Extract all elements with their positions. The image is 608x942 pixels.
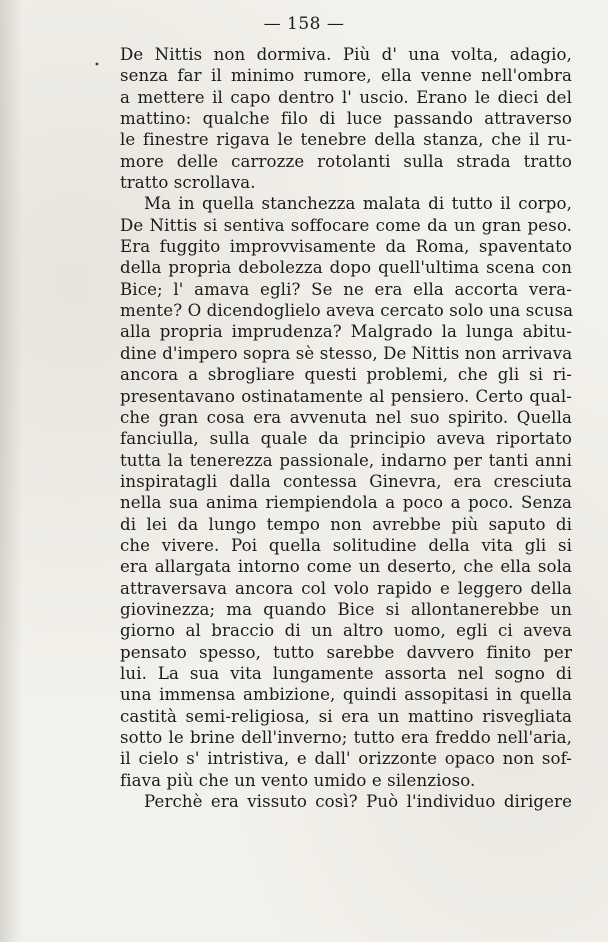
text-line: Perchè era vissuto così? Può l'individuo dirigere [144, 792, 572, 812]
text-line: a mettere il capo dentro l' uscio. Erano le dieci del [120, 87, 572, 107]
text-line: che vivere. Poi quella solitudine della vita gli si [120, 535, 572, 555]
text-line: Bice; l' amava egli? Se ne era ella accorta vera- [120, 279, 572, 299]
text-line: attraversava ancora col volo rapido e leggero della [120, 578, 572, 598]
text-line: castità semi-religiosa, si era un mattino risvegliata [120, 706, 572, 726]
text-line: lui. La sua vita lungamente assorta nel sogno di [120, 663, 572, 683]
text-line: presentavano ostinatamente al pensiero. Certo qual- [120, 386, 572, 406]
text-line: Ma in quella stanchezza malata di tutto il corpo, [144, 194, 572, 214]
text-line: una immensa ambizione, quindi assopitasi in quella [120, 685, 572, 705]
text-line: mattino: qualche filo di luce passando attraverso [120, 109, 572, 129]
text-line: De Nittis non dormiva. Più d' una volta, adagio, [120, 45, 572, 64]
text-line: della propria debolezza dopo quell'ultima scena con [120, 258, 572, 278]
text-line: De Nittis si sentiva soffocare come da un gran peso. [120, 215, 572, 235]
text-line: inspiratagli dalla contessa Ginevra, era cresciuta [120, 471, 572, 491]
text-line: alla propria imprudenza? Malgrado la lunga abitu- [120, 322, 572, 342]
body-text [120, 44, 572, 812]
text-line: che gran cosa era avvenuta nel suo spirito. Quella [120, 407, 572, 427]
text-line: mente? O dicendoglielo aveva cercato solo una scusa [120, 301, 574, 321]
text-line: ancora a sbrogliare questi problemi, che gli si ri- [120, 365, 572, 385]
text-line: giovinezza; ma quando Bice si allontanerebbe un [120, 599, 572, 619]
margin-bullet-mark: • [94, 60, 100, 71]
text-line: di lei da lungo tempo non avrebbe più saputo di [120, 514, 572, 534]
text-line: sotto le brine dell'inverno; tutto era freddo nell'aria, [120, 728, 572, 747]
text-line: Era fuggito improvvisamente da Roma, spaventato [120, 237, 572, 257]
text-line: le finestre rigava le tenebre della stanza, che il ru- [120, 130, 572, 150]
text-line: more delle carrozze rotolanti sulla strada tratto [120, 151, 572, 171]
text-line: fanciulla, sulla quale da principio aveva riportato [120, 429, 572, 449]
text-line: pensato spesso, tutto sarebbe davvero finito per [120, 642, 572, 662]
text-line: tratto scrollava. [120, 173, 256, 193]
text-line: giorno al braccio di un altro uomo, egli ci aveva [120, 621, 572, 641]
text-line: fiava più che un vento umido e silenzioso. [120, 770, 476, 790]
text-line: senza far il minimo rumore, ella venne nell'ombra [120, 66, 572, 86]
page-number: — 158 — [263, 14, 345, 34]
text-line: tutta la tenerezza passionale, indarno per tanti anni [120, 450, 572, 470]
text-line: dine d'impero sopra sè stesso, De Nittis non arrivava [120, 343, 573, 363]
text-line: nella sua anima riempiendola a poco a poco. Senza [120, 493, 572, 513]
text-line: era allargata intorno come un deserto, che ella sola [120, 557, 572, 577]
text-line: il cielo s' intristiva, e dall' orizzonte opaco non sof- [120, 749, 572, 769]
